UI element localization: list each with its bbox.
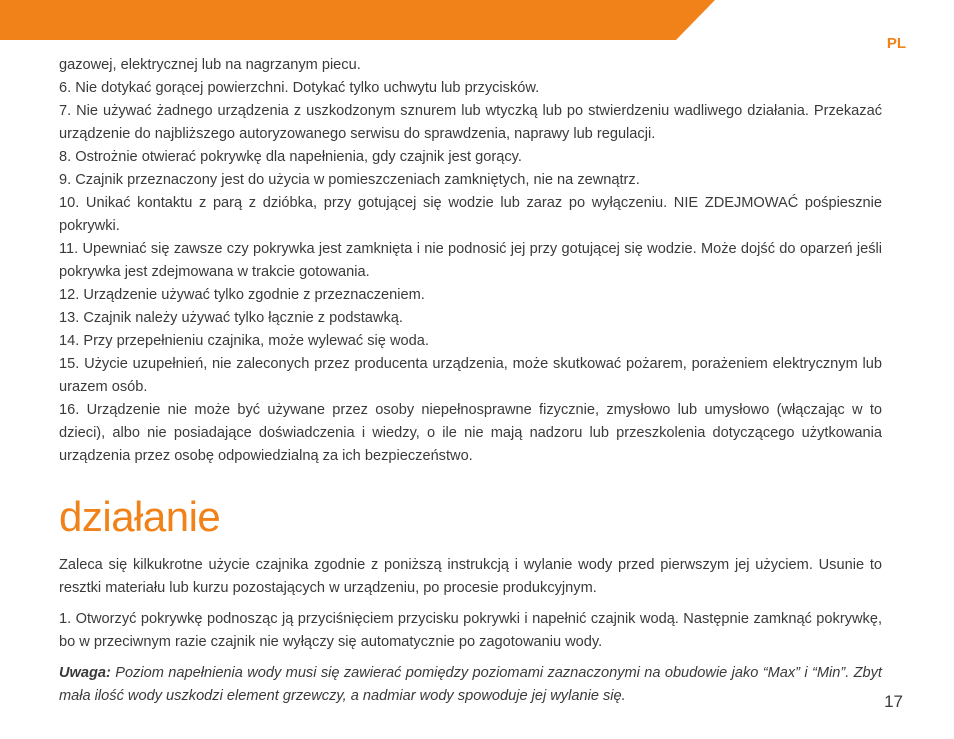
warning-note — [59, 662, 882, 708]
instruction-step-1: 1. Otworzyć pokrywkę podnosząc ją przyciśnięciem przycisku pokrywki i napełnić czajnik wodą. Następnie zamknąć pokrywkę, bo w przeciwnym razie czajnik nie wyłączy się automatycznie po zagotowaniu wody. — [59, 611, 882, 650]
section-title: działanie — [59, 493, 221, 540]
warning-note-text: Poziom napełnienia wody musi się zawierać pomiędzy poziomami zaznaczonymi na obudowie jako “Max” i “Min”. Zbyt mała ilość wody uszkodzi element grzewczy, a nadmiar wody spowoduje jej wylanie się. — [59, 665, 882, 704]
safety-item-12: 12. Urządzenie używać tylko zgodnie z przeznaczeniem. — [59, 287, 425, 303]
safety-item-13: 13. Czajnik należy używać tylko łącznie z podstawką. — [59, 310, 403, 326]
safety-item-8: 8. Ostrożnie otwierać pokrywkę dla napełnienia, gdy czajnik jest gorący. — [59, 149, 522, 165]
safety-item-7: 7. Nie używać żadnego urządzenia z uszkodzonym sznurem lub wtyczką lub po stwierdzeniu wadliwego działania. Przekazać urządzenie do najbliższego autoryzowanego serwisu do sprawdzenia, naprawy lub regulacji. — [59, 103, 882, 142]
section-intro: Zaleca się kilkukrotne użycie czajnika zgodnie z poniższą instrukcją i wylanie wody przed pierwszym jej użyciem. Usunie to resztki materiału lub kurzu pozostających w urządzeniu, po procesie produkcyjnym. — [59, 557, 882, 596]
safety-item-6: 6. Nie dotykać gorącej powierzchni. Dotykać tylko uchwytu lub przycisków. — [59, 80, 540, 96]
safety-item-14: 14. Przy przepełnieniu czajnika, może wylewać się woda. — [59, 333, 429, 349]
safety-item-16: 16. Urządzenie nie może być używane przez osoby niepełnosprawne fizycznie, zmysłowo lub umysłowo (włączając w to dzieci), albo nie posiadające doświadczenia i wiedzy, o ile nie mają nadzoru lub przeszkolenia dotyczącego użytkowania urządzenia przez osobę odpowiedzialną za ich bezpieczeństwo. — [59, 402, 882, 464]
page-content — [59, 54, 882, 708]
safety-item-11: 11. Upewniać się zawsze czy pokrywka jest zamknięta i nie podnosić jej przy gotującej się wodzie. Może dojść do oparzeń jeśli pokrywka jest zdejmowana w trakcie gotowania. — [59, 241, 882, 280]
page-number: 17 — [884, 692, 903, 711]
warning-note-label: Uwaga: — [59, 665, 111, 681]
language-label: PL — [886, 35, 906, 52]
safety-item-10: 10. Unikać kontaktu z parą z dzióbka, przy gotującej się wodzie lub zaraz po wyłączeniu. NIE ZDEJMOWAĆ pośpiesznie pokrywki. — [59, 195, 882, 234]
safety-item-15: 15. Użycie uzupełnień, nie zaleconych przez producenta urządzenia, może skutkować pożarem, porażeniem elektrycznym lub urazem osób. — [59, 356, 882, 395]
safety-item-9: 9. Czajnik przeznaczony jest do użycia w pomieszczeniach zamkniętych, nie na zewnątrz. — [59, 172, 640, 188]
safety-item-continuation: gazowej, elektrycznej lub na nagrzanym piecu. — [59, 57, 361, 73]
header-accent-bar — [0, 0, 954, 40]
